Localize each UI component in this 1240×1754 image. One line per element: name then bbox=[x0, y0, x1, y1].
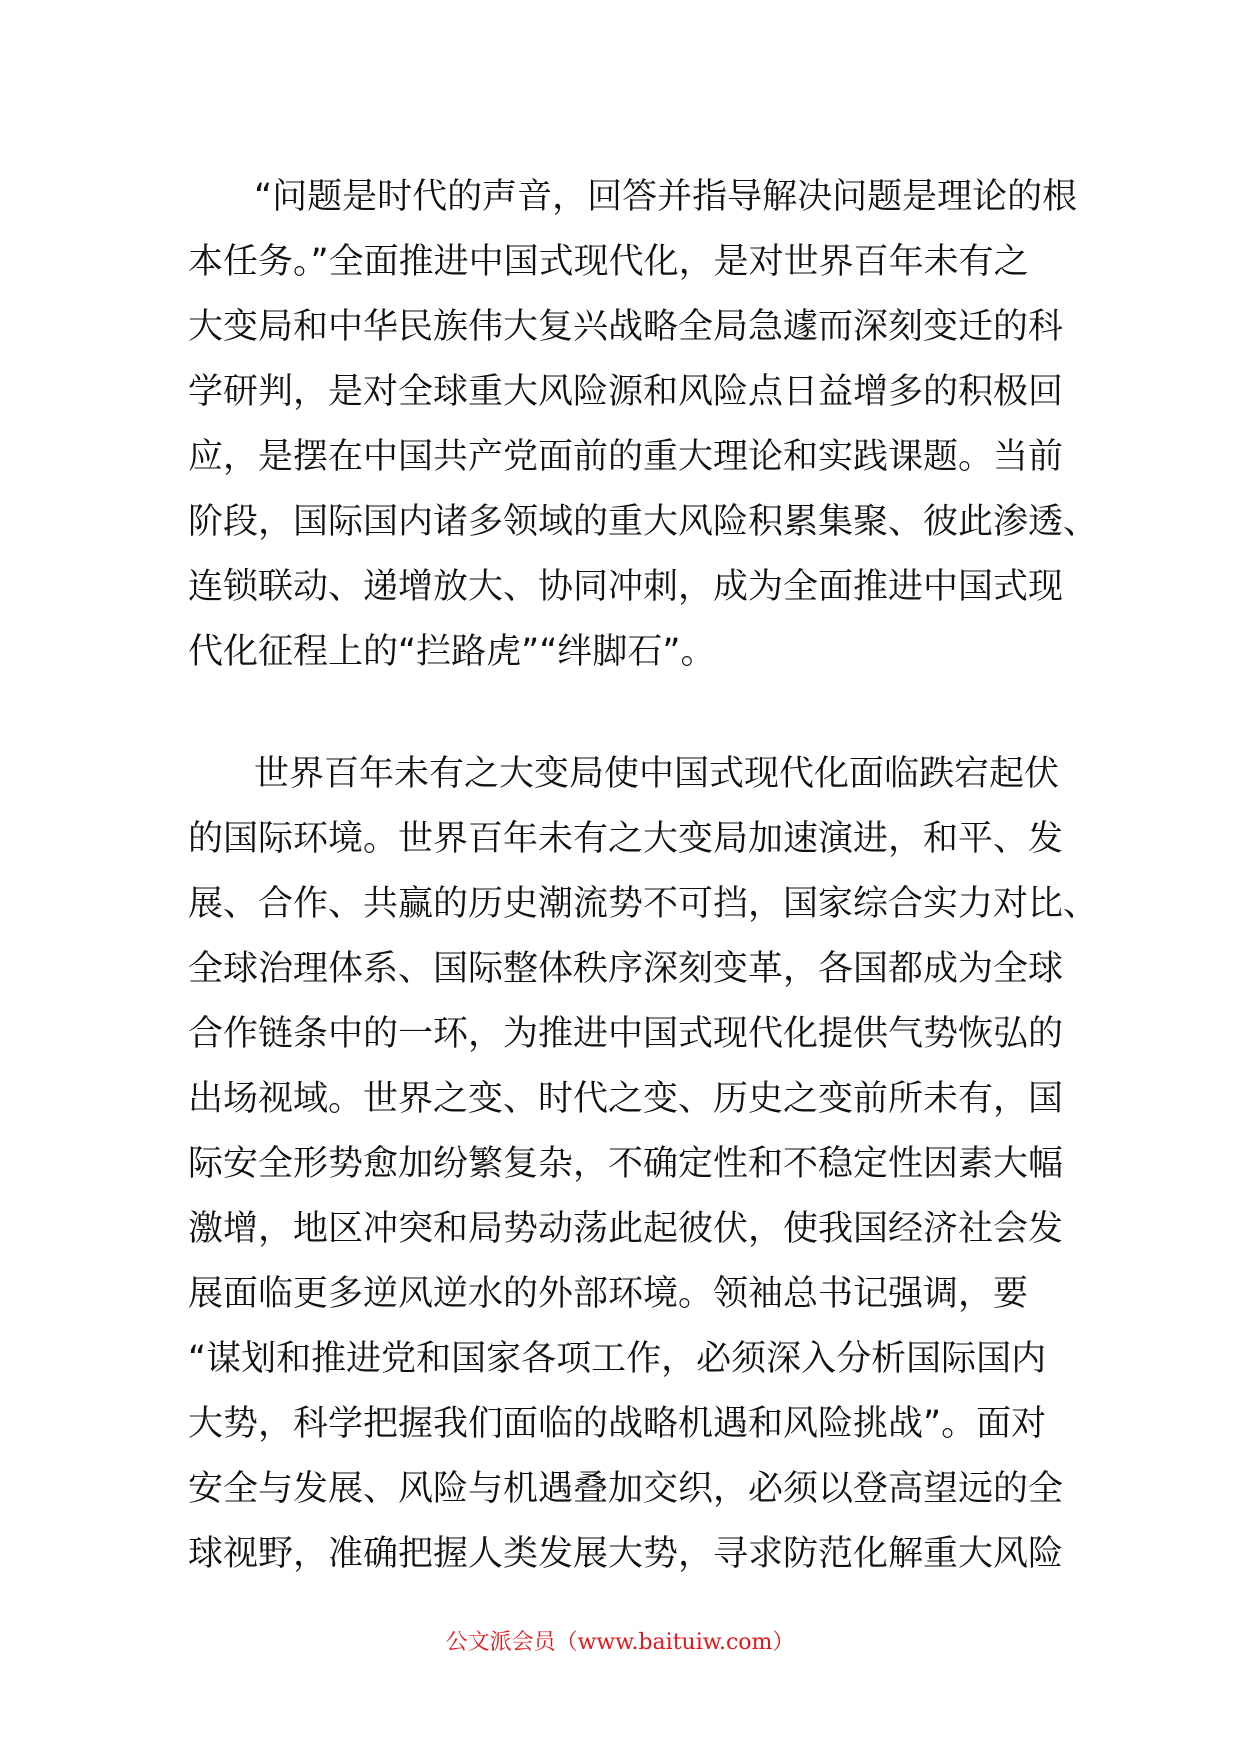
text-line: 展、合作、共赢的历史潮流势不可挡，国家综合实力对比、 bbox=[188, 884, 1099, 924]
document-body bbox=[188, 165, 1099, 1587]
paragraph bbox=[188, 165, 1099, 685]
text-line: 出场视域。世界之变、时代之变、历史之变前所未有，国 bbox=[188, 1079, 1064, 1119]
text-line: 激增，地区冲突和局势动荡此起彼伏，使我国经济社会发 bbox=[188, 1209, 1064, 1249]
text-line: “问题是时代的声音，回答并指导解决问题是理论的根 bbox=[254, 177, 1078, 217]
text-line: 应，是摆在中国共产党面前的重大理论和实践课题。当前 bbox=[188, 437, 1064, 477]
text-line: 球视野，准确把握人类发展大势，寻求防范化解重大风险 bbox=[188, 1534, 1064, 1574]
text-line: 连锁联动、递增放大、协同冲刺，成为全面推进中国式现 bbox=[188, 567, 1064, 607]
text-line: 本任务。”全面推进中国式现代化，是对世界百年未有之 bbox=[188, 242, 1029, 282]
text-line: 学研判，是对全球重大风险源和风险点日益增多的积极回 bbox=[188, 372, 1064, 412]
text-line: 全球治理体系、国际整体秩序深刻变革，各国都成为全球 bbox=[188, 949, 1064, 989]
text-line: 世界百年未有之大变局使中国式现代化面临跌宕起伏 bbox=[254, 754, 1060, 794]
text-line: 大变局和中华民族伟大复兴战略全局急遽而深刻变迁的科 bbox=[188, 307, 1064, 347]
text-line: 大势，科学把握我们面临的战略机遇和风险挑战”。面对 bbox=[188, 1404, 1047, 1444]
footer-watermark: 公文派会员（www.baituiw.com） bbox=[445, 1630, 795, 1655]
paragraph-gap bbox=[188, 685, 1038, 742]
text-line: 代化征程上的“拦路虎”“绊脚石”。 bbox=[188, 632, 716, 672]
text-line: 安全与发展、风险与机遇叠加交织，必须以登高望远的全 bbox=[188, 1469, 1064, 1509]
text-line: 际安全形势愈加纷繁复杂，不确定性和不稳定性因素大幅 bbox=[188, 1144, 1064, 1184]
text-line: “谋划和推进党和国家各项工作，必须深入分析国际国内 bbox=[188, 1339, 1047, 1379]
text-line: 合作链条中的一环，为推进中国式现代化提供气势恢弘的 bbox=[188, 1014, 1064, 1054]
text-line: 阶段，国际国内诸多领域的重大风险积累集聚、彼此渗透、 bbox=[188, 502, 1099, 542]
paragraph bbox=[188, 742, 1099, 1587]
text-line: 的国际环境。世界百年未有之大变局加速演进，和平、发 bbox=[188, 819, 1064, 859]
text-line: 展面临更多逆风逆水的外部环境。领袖总书记强调，要 bbox=[188, 1274, 1029, 1314]
